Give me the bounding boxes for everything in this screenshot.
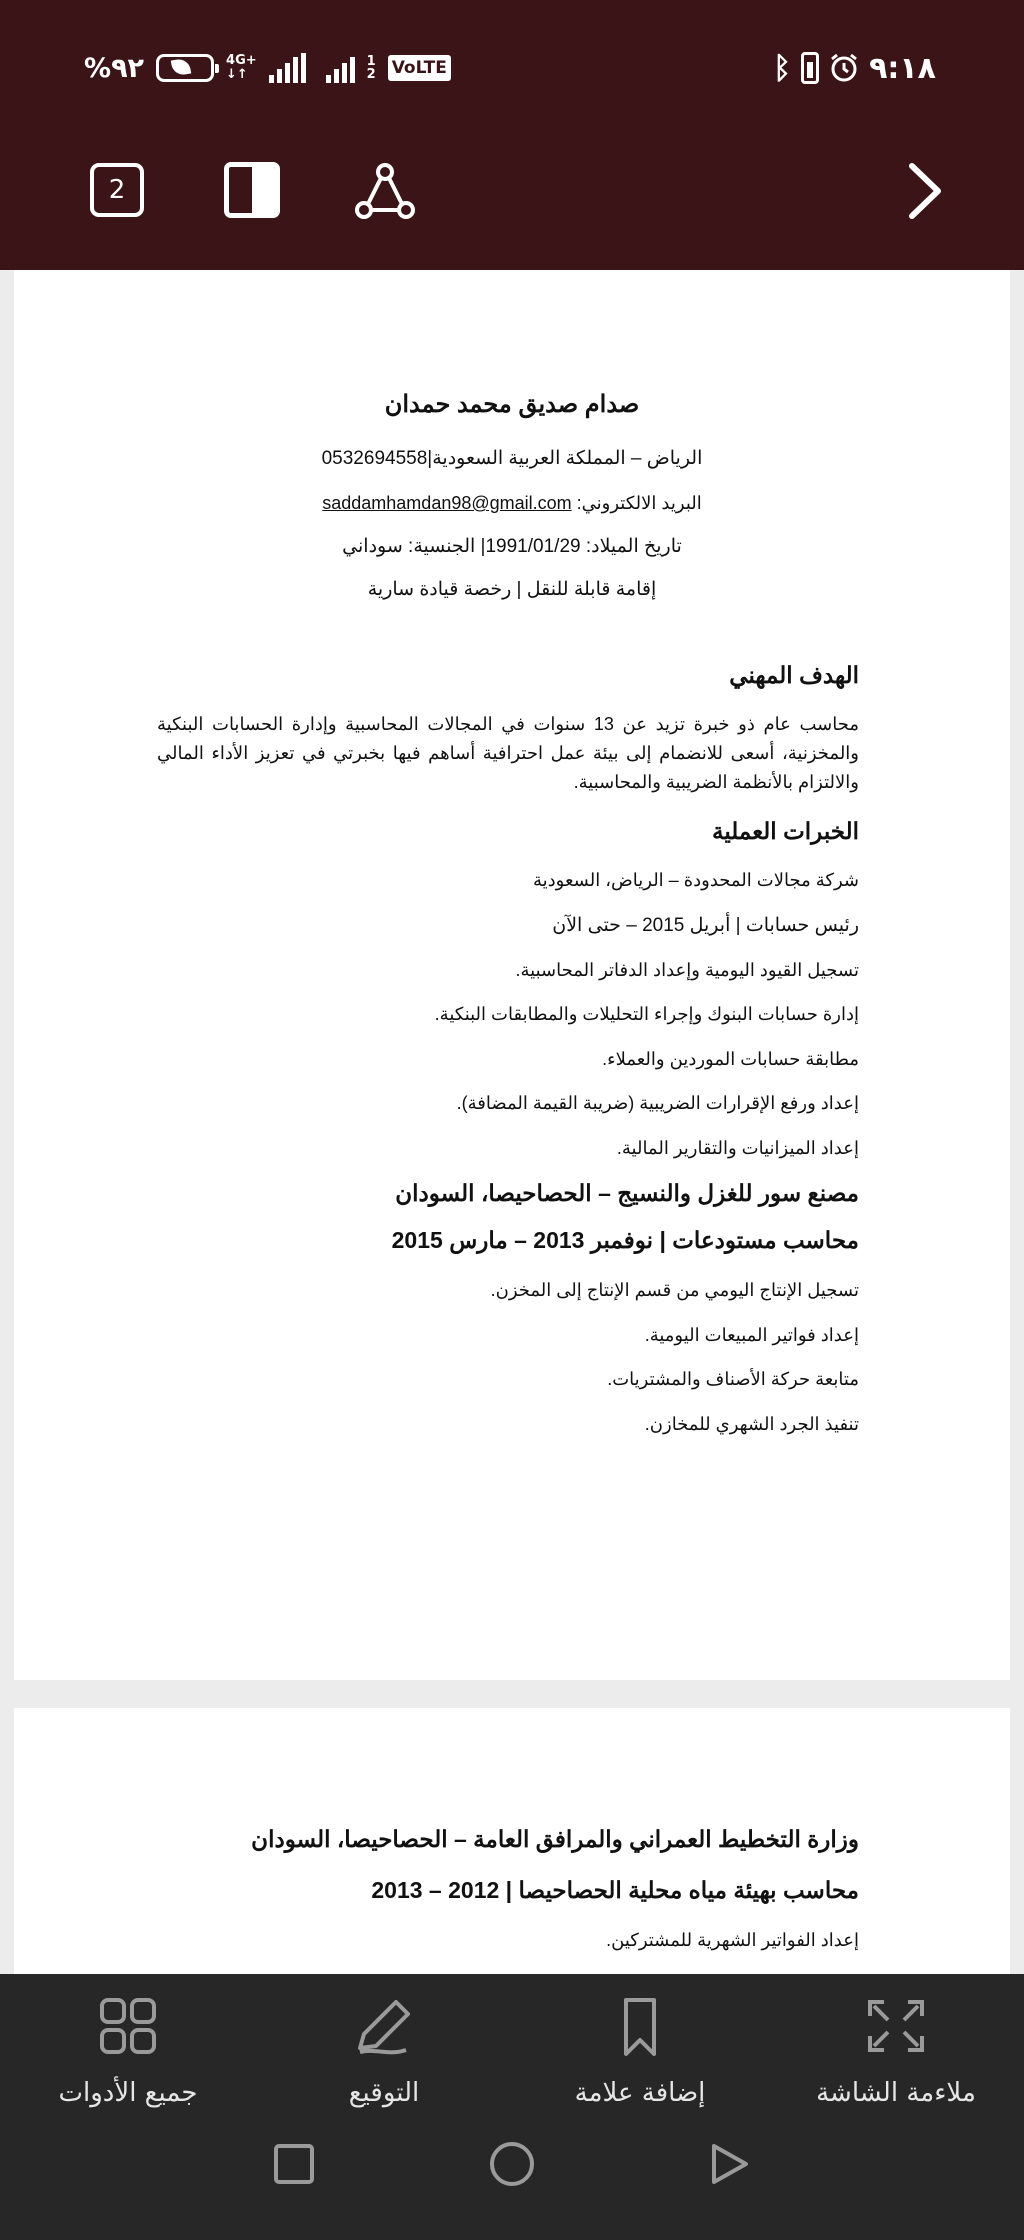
job1-company: شركة مجالات المحدودة – الرياض، السعودية (533, 870, 859, 890)
signal-2-icon (326, 53, 355, 83)
battery-icon (801, 52, 819, 84)
next-icon[interactable] (902, 160, 952, 222)
split-view-icon[interactable] (224, 162, 280, 218)
clock: ٩:١٨ (869, 50, 936, 86)
document-page-1 (14, 270, 1010, 1680)
bluetooth-icon: ᛒ (773, 50, 792, 86)
objective-heading: الهدف المهني (729, 662, 859, 688)
job3-title: محاسب بهيئة مياه محلية الحصاحيصا | 2012 – 2013 (371, 1877, 859, 1903)
top-bar (0, 0, 1024, 270)
cv-name: صدام صديق محمد حمدان (384, 391, 640, 418)
email-label: البريد الالكتروني: (576, 493, 702, 513)
objective-text: محاسب عام ذو خبرة تزيد عن 13 سنوات في المجالات المحاسبية وإدارة الحسابات البنكية والمخزنية، أسعى للانضمام إلى بيئة عمل احترافية أساهم فيها بخبرتي في تعزيز الأداء المالي والالتزام بالأنظمة الضريبية والمحاسبية. (157, 714, 859, 792)
add-bookmark-button[interactable] (512, 1974, 768, 2134)
job2-task: إعداد فواتير المبيعات اليومية. (644, 1325, 859, 1345)
home-icon[interactable] (488, 2142, 536, 2190)
volte-icon: VoLTE (388, 55, 451, 81)
back-icon[interactable] (708, 2142, 752, 2190)
document-page-2 (14, 1708, 1010, 2008)
job1-task: إعداد الميزانيات والتقارير المالية. (616, 1138, 859, 1158)
cv-birth-nationality: تاريخ الميلاد: 1991/01/29| الجنسية: سوداني (342, 536, 682, 557)
job1-task: إعداد ورفع الإقرارات الضريبية (ضريبة القيمة المضافة). (456, 1093, 859, 1113)
all-tools-button[interactable] (0, 1974, 256, 2134)
email-link[interactable]: saddamhamdan98@gmail.com (322, 493, 572, 513)
bookmark-icon (512, 1996, 768, 2066)
cv-address: الرياض – المملكة العربية السعودية|0532694558 (321, 448, 703, 469)
recent-apps-icon[interactable] (272, 2142, 316, 2186)
job2-title: محاسب مستودعات | نوفمبر 2013 – مارس 2015 (391, 1227, 859, 1253)
job3-company: وزارة التخطيط العمراني والمرافق العامة – الحصاحيصا، السودان (251, 1826, 859, 1852)
cv-email-line (14, 493, 1010, 514)
status-bar-left (84, 50, 451, 86)
network-type-icon: 4G+ ↓↑ (226, 53, 257, 82)
job1-task: إدارة حسابات البنوك وإجراء التحليلات والمطابقات البنكية. (434, 1004, 859, 1024)
signature-button[interactable] (256, 1974, 512, 2134)
job3-task: إعداد الفواتير الشهرية للمشتركين. (606, 1930, 859, 1950)
fit-screen-icon (768, 1996, 1024, 2066)
battery-percent: %٩٢ (84, 52, 145, 84)
fit-screen-button[interactable] (768, 1974, 1024, 2134)
bottom-toolbar (0, 1974, 1024, 2240)
job2-task: تسجيل الإنتاج اليومي من قسم الإنتاج إلى المخزن. (490, 1280, 859, 1300)
sim-indicator: 1 2 (366, 54, 376, 82)
job2-task: تنفيذ الجرد الشهري للمخازن. (644, 1414, 859, 1434)
status-bar-right (773, 50, 936, 86)
signature-label: التوقيع (348, 2078, 420, 2108)
pen-icon (256, 1996, 512, 2066)
job2-task: متابعة حركة الأصناف والمشتريات. (607, 1369, 859, 1389)
job1-task: تسجيل القيود اليومية وإعداد الدفاتر المحاسبية. (515, 960, 859, 980)
page-count-button[interactable] (90, 163, 144, 217)
page-count-label: 2 (108, 175, 126, 205)
grid-icon (0, 1996, 256, 2066)
all-tools-label: جميع الأدوات (58, 2078, 198, 2108)
add-bookmark-label: إضافة علامة (574, 2078, 706, 2108)
alarm-icon (829, 53, 859, 83)
experience-heading: الخبرات العملية (712, 818, 859, 844)
signal-icon (269, 53, 306, 83)
fit-screen-label: ملاءمة الشاشة (816, 2078, 976, 2108)
job1-task: مطابقة حسابات الموردين والعملاء. (602, 1049, 859, 1069)
cv-residency: إقامة قابلة للنقل | رخصة قيادة سارية (367, 579, 657, 600)
job2-company: مصنع سور للغزل والنسيج – الحصاحيصا، السودان (395, 1180, 859, 1206)
battery-saver-icon (156, 54, 214, 82)
job1-title: رئيس حسابات | أبريل 2015 – حتى الآن (552, 915, 859, 936)
share-icon[interactable] (354, 160, 416, 222)
